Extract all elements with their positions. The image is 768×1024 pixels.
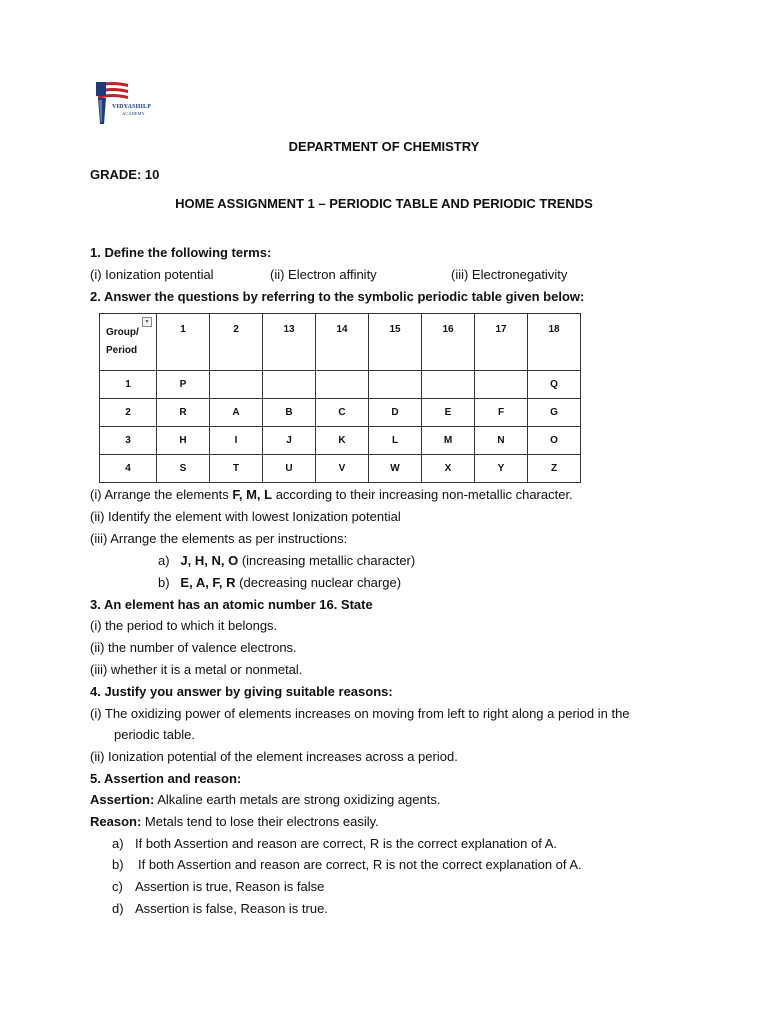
period-cell: 1 bbox=[100, 371, 157, 399]
school-logo bbox=[92, 80, 172, 126]
q4-part-ii: (ii) Ionization potential of the element increases across a period. bbox=[90, 749, 458, 764]
q4-part-i-line2: periodic table. bbox=[114, 727, 195, 742]
q1-term-2: (ii) Electron affinity bbox=[270, 267, 377, 282]
q4-heading: 4. Justify you answer by giving suitable reasons: bbox=[90, 684, 393, 699]
group-header: 17 bbox=[475, 314, 528, 371]
group-header: 1 bbox=[157, 314, 210, 371]
q1-term-1: (i) Ionization potential bbox=[90, 267, 214, 282]
reason-text: Metals tend to lose their electrons easily. bbox=[141, 814, 379, 829]
element-cell: Q bbox=[528, 371, 581, 399]
q2-part-i bbox=[90, 487, 573, 502]
element-cell bbox=[422, 371, 475, 399]
option-text: If both Assertion and reason are correct, R is not the correct explanation of A. bbox=[138, 857, 582, 872]
element-cell: M bbox=[422, 427, 475, 455]
group-header: 18 bbox=[528, 314, 581, 371]
element-cell: P bbox=[157, 371, 210, 399]
subpart-a-text: (increasing metallic character) bbox=[238, 553, 416, 568]
q4-part-i-line1: (i) The oxidizing power of elements increases on moving from left to right along a period in the bbox=[90, 706, 630, 721]
q2-subpart-b bbox=[158, 575, 401, 590]
group-period-header bbox=[100, 314, 157, 371]
element-cell: Y bbox=[475, 455, 528, 483]
assertion-line bbox=[90, 792, 440, 807]
q1-heading: 1. Define the following terms: bbox=[90, 245, 272, 260]
option-label: d) bbox=[112, 901, 124, 916]
element-cell: L bbox=[369, 427, 422, 455]
q2-part-iii: (iii) Arrange the elements as per instructions: bbox=[90, 531, 348, 546]
q5-heading: 5. Assertion and reason: bbox=[90, 771, 242, 786]
logo-name: VIDYASHILP bbox=[112, 104, 152, 110]
assignment-title: HOME ASSIGNMENT 1 – PERIODIC TABLE AND PERIODIC TRENDS bbox=[175, 196, 593, 211]
element-cell bbox=[475, 371, 528, 399]
q3-heading: 3. An element has an atomic number 16. State bbox=[90, 597, 373, 612]
element-cell bbox=[316, 371, 369, 399]
element-cell: R bbox=[157, 399, 210, 427]
option-a bbox=[112, 836, 558, 851]
torch-flag-icon bbox=[92, 80, 132, 126]
option-label: a) bbox=[112, 836, 124, 851]
reason-line bbox=[90, 814, 379, 829]
period-cell: 4 bbox=[100, 455, 157, 483]
element-cell: A bbox=[210, 399, 263, 427]
element-cell: D bbox=[369, 399, 422, 427]
table-row bbox=[100, 455, 581, 483]
group-label: Group/ bbox=[106, 327, 139, 338]
reason-label: Reason: bbox=[90, 814, 142, 829]
element-cell bbox=[263, 371, 316, 399]
element-cell: K bbox=[316, 427, 369, 455]
group-header: 16 bbox=[422, 314, 475, 371]
subpart-b-text: (decreasing nuclear charge) bbox=[235, 575, 402, 590]
element-cell: I bbox=[210, 427, 263, 455]
q3-item-1: (i) the period to which it belongs. bbox=[90, 618, 278, 633]
element-cell: B bbox=[263, 399, 316, 427]
assertion-text: Alkaline earth metals are strong oxidizing agents. bbox=[154, 792, 441, 807]
q2-part-i-elements: F, M, L bbox=[232, 487, 273, 502]
q3-item-3: (iii) whether it is a metal or nonmetal. bbox=[90, 662, 303, 677]
group-header: 2 bbox=[210, 314, 263, 371]
element-cell: F bbox=[475, 399, 528, 427]
element-cell: S bbox=[157, 455, 210, 483]
period-cell: 2 bbox=[100, 399, 157, 427]
element-cell: N bbox=[475, 427, 528, 455]
group-header: 15 bbox=[369, 314, 422, 371]
element-cell: U bbox=[263, 455, 316, 483]
option-label: c) bbox=[112, 879, 123, 894]
element-cell: H bbox=[157, 427, 210, 455]
option-label: b) bbox=[112, 857, 124, 872]
period-label: Period bbox=[106, 345, 138, 356]
element-cell bbox=[369, 371, 422, 399]
option-d bbox=[112, 901, 328, 916]
q2-part-ii: (ii) Identify the element with lowest Ionization potential bbox=[90, 509, 401, 524]
table-row bbox=[100, 399, 581, 427]
option-c bbox=[112, 879, 325, 894]
group-header: 13 bbox=[263, 314, 316, 371]
element-cell: E bbox=[422, 399, 475, 427]
q2-subpart-a bbox=[158, 553, 415, 568]
element-cell: O bbox=[528, 427, 581, 455]
option-text: Assertion is false, Reason is true. bbox=[135, 901, 328, 916]
element-cell: Z bbox=[528, 455, 581, 483]
element-cell: W bbox=[369, 455, 422, 483]
table-row bbox=[100, 371, 581, 399]
option-text: If both Assertion and reason are correct, R is the correct explanation of A. bbox=[135, 836, 558, 851]
element-cell: J bbox=[263, 427, 316, 455]
assertion-label: Assertion: bbox=[90, 792, 155, 807]
element-cell: G bbox=[528, 399, 581, 427]
table-header-row bbox=[100, 314, 581, 371]
subpart-a-label: a) bbox=[158, 553, 170, 568]
q2-part-i-suffix: according to their increasing non-metallic character. bbox=[272, 487, 573, 502]
q2-part-i-prefix: (i) Arrange the elements bbox=[90, 487, 233, 502]
element-cell: C bbox=[316, 399, 369, 427]
period-cell: 3 bbox=[100, 427, 157, 455]
group-header: 14 bbox=[316, 314, 369, 371]
subpart-a-elements: J, H, N, O bbox=[180, 553, 239, 568]
table-row bbox=[100, 427, 581, 455]
q1-term-3: (iii) Electronegativity bbox=[451, 267, 568, 282]
option-b bbox=[112, 857, 582, 872]
element-cell bbox=[210, 371, 263, 399]
element-cell: T bbox=[210, 455, 263, 483]
element-cell: V bbox=[316, 455, 369, 483]
symbolic-periodic-table bbox=[99, 313, 581, 483]
subpart-b-label: b) bbox=[158, 575, 170, 590]
q3-item-2: (ii) the number of valence electrons. bbox=[90, 640, 297, 655]
subpart-b-elements: E, A, F, R bbox=[180, 575, 236, 590]
q2-heading: 2. Answer the questions by referring to the symbolic periodic table given below: bbox=[90, 289, 585, 304]
filter-dropdown-icon[interactable]: ▾ bbox=[142, 317, 152, 327]
option-text: Assertion is true, Reason is false bbox=[135, 879, 325, 894]
grade-label: GRADE: 10 bbox=[90, 167, 160, 182]
element-cell: X bbox=[422, 455, 475, 483]
logo-subtitle: ACADEMY bbox=[122, 111, 145, 116]
department-heading: DEPARTMENT OF CHEMISTRY bbox=[288, 139, 480, 154]
